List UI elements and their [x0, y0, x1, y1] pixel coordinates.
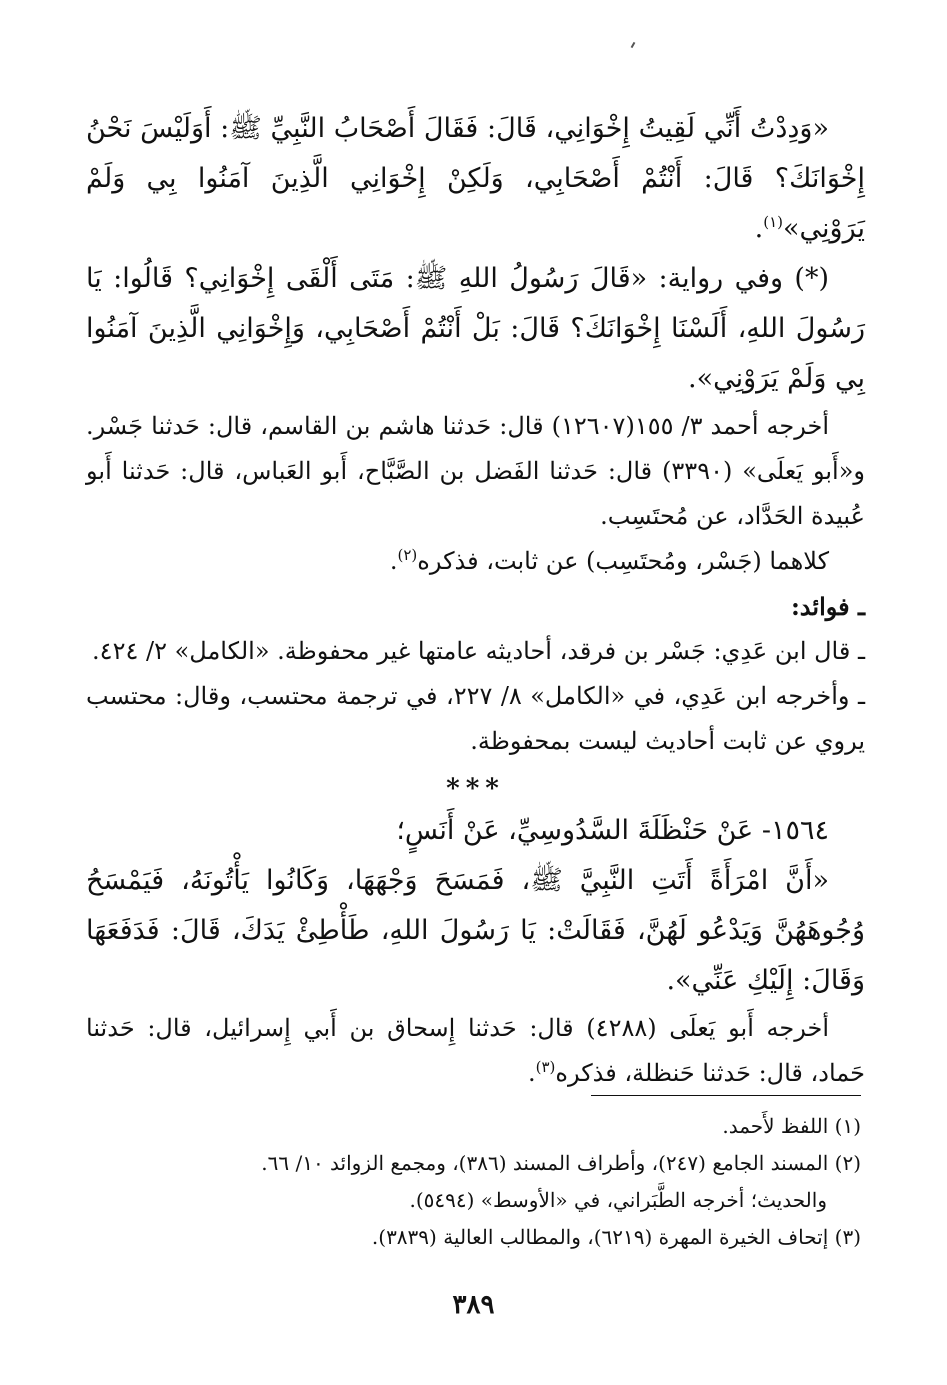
- benefits-heading: ـ فوائد:: [790, 592, 865, 621]
- benefit-item-2: ـ وأخرجه ابن عَدِي، في «الكامل» ٨/ ٢٢٧، في ترجمة محتسب، وقال: محتسب يروي عن ثابت أحاديث ليست بمحفوظة.: [86, 682, 865, 755]
- footnote-ref-2: (٢): [397, 546, 418, 564]
- footnote-divider: [591, 1095, 861, 1096]
- footnote-ref-3: (٣): [535, 1058, 556, 1076]
- hadith-text: «أَنَّ امْرَأَةً أَتَتِ النَّبِيَّ ﷺ، فَمَسَحَ وَجْهَهَا، وَكَانُوا يَأْتُونَهُ، فَيَمْسَحُ وُجُوهَهُنَّ وَيَدْعُو لَهُنَّ، فَقَالَتْ: يَا رَسُولَ اللهِ، طَأْطِئْ يَدَكَ، قَالَ: فَدَفَعَهَا وَقَالَ: إِلَيْكِ عَنِّي».: [86, 865, 865, 996]
- scan-mark: [631, 42, 636, 48]
- benefit-item-1: ـ قال ابن عَدِي: جَسْر بن فرقد، أحاديثه عامتها غير محفوظة. «الكامل» ٢/ ٤٢٤.: [92, 637, 865, 665]
- takhrij-paragraph: أخرجه أحمد ٣/ ١٥٥(١٢٦٠٧) قال: حَدثنا هاشم بن القاسم، قال: حَدثنا جَسْر. و«أَبو يَعلَى» (٣٣٩٠) قال: حَدثنا الفَضل بن الصَّبَّاح، أَبو العَباس، قال: حَدثنا أَبو عُبيدة الحَدَّاد، عن مُحتَسِب.: [86, 412, 865, 530]
- footnote-3: (٣) إتحاف الخيرة المهرة (٦٢١٩)، والمطالب العالية (٣٨٣٩).: [371, 1225, 861, 1249]
- footnotes: [86, 1108, 861, 1256]
- takhrij-summary: كلاهما (جَسْر، ومُحتَسِب) عن ثابت، فذكره$^{(٢)}$.: [389, 546, 829, 575]
- hadith-source: أخرجه أَبو يَعلَى (٤٢٨٨) قال: حَدثنا إِسحاق بن أَبي إِسرائيل، قال: حَدثنا حَماد، قال: حَدثنا حَنظلة، فذكره$^{(٣)}$.: [86, 1014, 865, 1087]
- hadith-text-continued: «وَدِدْتُ أَنِّي لَقِيتُ إِخْوَانِي، قَالَ: فَقَالَ أَصْحَابُ النَّبِيِّ ﷺ: أَوَلَيْسَ نَحْنُ إِخْوَانَكَ؟ قَالَ: أَنْتُمْ أَصْحَابِي، وَلَكِنْ إِخْوَانِي الَّذِينَ آمَنُوا بِي وَلَمْ يَرَوْنِي»$^{(١)}$.: [86, 113, 865, 244]
- page-number: ٣٨٩: [452, 1290, 495, 1320]
- variant-narration: (*) وفي رواية: «قَالَ رَسُولُ اللهِ ﷺ: مَتَى أَلْقَى إِخْوَانِي؟ قَالُوا: يَا رَسُولَ اللهِ، أَلَسْنَا إِخْوَانَكَ؟ قَالَ: بَلْ أَنْتُمْ أَصْحَابِي، وَإِخْوَانِي الَّذِينَ آمَنُوا بِي وَلَمْ يَرَوْنِي».: [86, 263, 865, 394]
- footnote-2-continued: والحديث؛ أخرجه الطَّبَراني، في «الأوسط» (٥٤٩٤).: [409, 1188, 827, 1212]
- section-separator: ***: [446, 774, 505, 804]
- footnote-1: (١) اللفظ لأَحمد.: [722, 1114, 861, 1138]
- footnote-ref-1: (١): [763, 213, 783, 231]
- hadith-heading: ١٥٦٤- عَنْ حَنْظَلَةَ السَّدُوسِيِّ، عَنْ أَنَسٍ؛: [396, 815, 829, 846]
- footnote-2: (٢) المسند الجامع (٢٤٧)، وأطراف المسند (٣٨٦)، ومجمع الزوائد ١٠/ ٦٦.: [261, 1151, 861, 1175]
